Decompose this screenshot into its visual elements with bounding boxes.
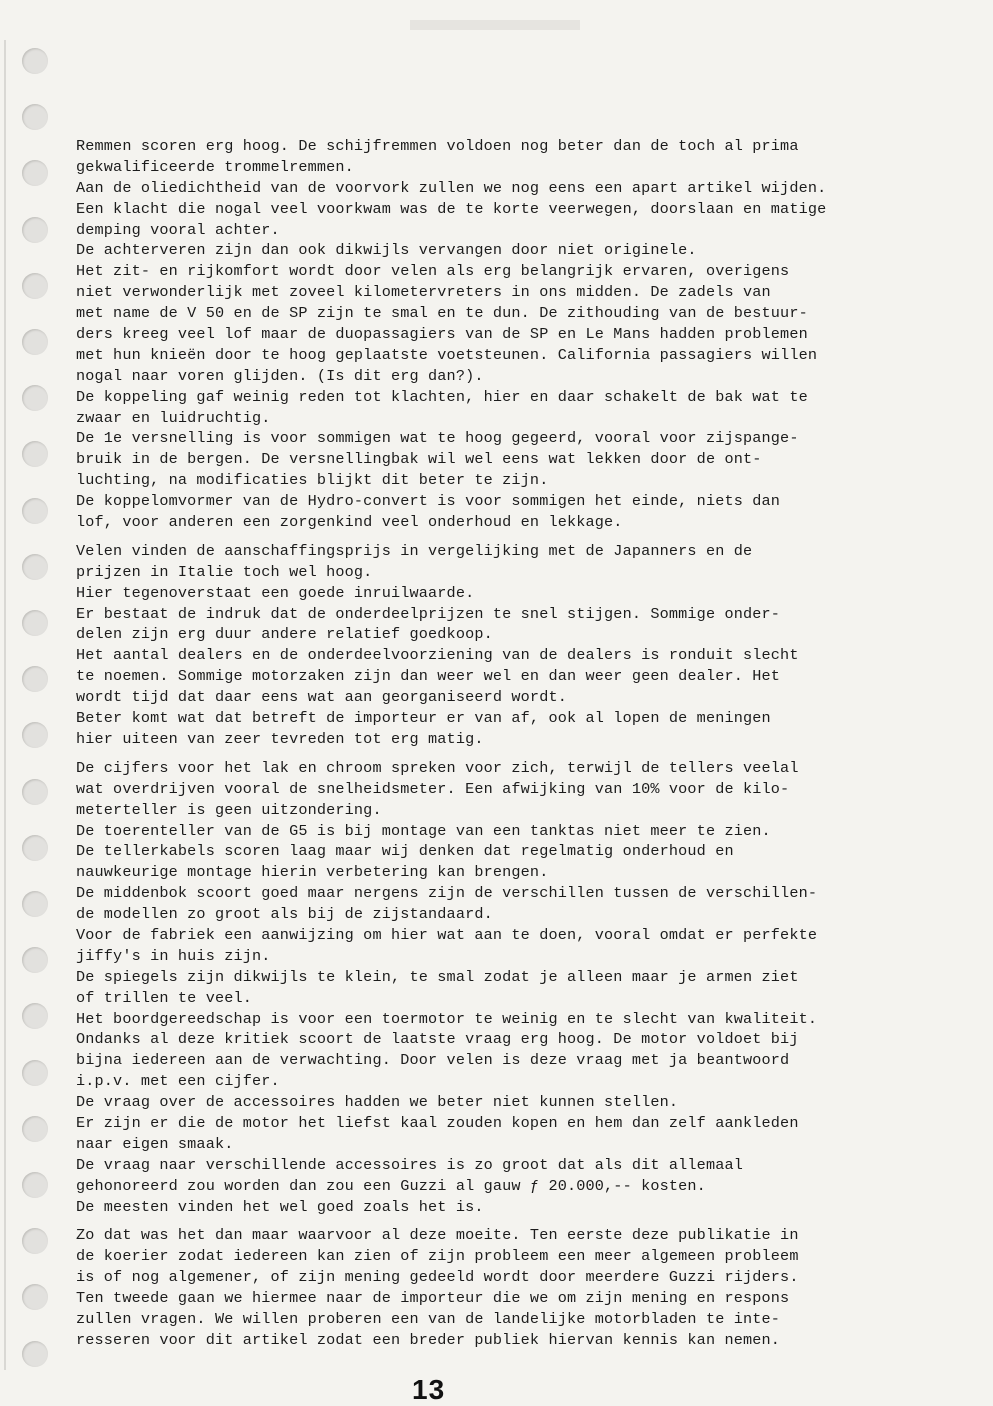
text-line: meterteller is geen uitzondering. — [76, 800, 382, 819]
binder-hole — [22, 273, 48, 299]
text-line: Het aantal dealers en de onderdeelvoorziening van de dealers is ronduit slecht — [76, 646, 799, 665]
binder-hole — [22, 441, 48, 467]
text-line: De middenbok scoort goed maar nergens zijn de verschillen tussen de verschillen- — [76, 884, 818, 903]
text-line: De vraag naar verschillende accessoires is zo groot dat als dit allemaal — [76, 1155, 744, 1174]
text-line: de modellen zo groot als bij de zijstandaard. — [76, 905, 493, 924]
text-line: resseren voor dit artikel zodat een breder publiek hiervan kennis kan nemen. — [76, 1330, 781, 1349]
binder-hole — [22, 835, 48, 861]
paragraph — [76, 1225, 976, 1350]
text-line: naar eigen smaak. — [76, 1134, 234, 1153]
text-line: Ten tweede gaan we hiermee naar de importeur die we om zijn mening en respons — [76, 1289, 790, 1308]
text-line: Hier tegenoverstaat een goede inruilwaarde. — [76, 583, 475, 602]
binder-hole — [22, 217, 48, 243]
text-line: wordt tijd dat daar eens wat aan georganiseerd wordt. — [76, 688, 567, 707]
text-line: zullen vragen. We willen proberen een van de landelijke motorbladen te inte- — [76, 1309, 781, 1328]
binder-hole — [22, 779, 48, 805]
text-line: luchting, na modificaties blijkt dit beter te zijn. — [76, 471, 549, 490]
text-line: is of nog algemener, of zijn mening gedeeld wordt door meerdere Guzzi rijders. — [76, 1268, 799, 1287]
text-line: i.p.v. met een cijfer. — [76, 1072, 280, 1091]
text-line: Het zit- en rijkomfort wordt door velen als erg belangrijk ervaren, overigens — [76, 262, 790, 281]
binder-hole — [22, 385, 48, 411]
binder-hole — [22, 891, 48, 917]
binder-hole — [22, 947, 48, 973]
text-line: Ondanks al deze kritiek scoort de laatste vraag erg hoog. De motor voldoet bij — [76, 1030, 799, 1049]
binder-hole — [22, 666, 48, 692]
binder-hole — [22, 48, 48, 74]
text-line: De achterveren zijn dan ook dikwijls vervangen door niet originele. — [76, 241, 697, 260]
text-line: bijna iedereen aan de verwachting. Door velen is deze vraag met ja beantwoord — [76, 1051, 790, 1070]
text-line: Aan de oliedichtheid van de voorvork zullen we nog eens een apart artikel wijden. — [76, 178, 827, 197]
text-line: nogal naar voren glijden. (Is dit erg dan?). — [76, 366, 484, 385]
text-line: delen zijn erg duur andere relatief goedkoop. — [76, 625, 493, 644]
text-line: hier uiteen van zeer tevreden tot erg matig. — [76, 729, 484, 748]
binder-hole — [22, 610, 48, 636]
text-line: te noemen. Sommige motorzaken zijn dan weer wel en dan weer geen dealer. Het — [76, 667, 781, 686]
text-line: Er zijn er die de motor het liefst kaal zouden kopen en hem dan zelf aankleden — [76, 1113, 799, 1132]
bleed-through-header — [410, 20, 580, 30]
text-line: de koerier zodat iedereen kan zien of zijn probleem een meer algemeen probleem — [76, 1247, 799, 1266]
text-line: De spiegels zijn dikwijls te klein, te smal zodat je alleen maar je armen ziet — [76, 967, 799, 986]
text-line: niet verwonderlijk met zoveel kilometervreters in ons midden. De zadels van — [76, 283, 771, 302]
binder-hole — [22, 1284, 48, 1310]
text-line: lof, voor anderen een zorgenkind veel onderhoud en lekkage. — [76, 513, 623, 532]
binder-hole — [22, 1116, 48, 1142]
text-line: nauwkeurige montage hierin verbetering kan brengen. — [76, 863, 549, 882]
text-line: gehonoreerd zou worden dan zou een Guzzi al gauw ƒ 20.000,-- kosten. — [76, 1176, 706, 1195]
page-number: 13 — [412, 1374, 446, 1405]
text-line: De koppelomvormer van de Hydro-convert is voor sommigen het einde, niets dan — [76, 492, 781, 511]
text-line: De koppeling gaf weinig reden tot klachten, hier en daar schakelt de bak wat te — [76, 387, 808, 406]
binder-hole — [22, 722, 48, 748]
binder-hole — [22, 554, 48, 580]
binder-hole — [22, 1060, 48, 1086]
binder-holes — [14, 0, 54, 1406]
text-line: Remmen scoren erg hoog. De schijfremmen voldoen nog beter dan de toch al prima — [76, 137, 799, 155]
text-line: De cijfers voor het lak en chroom spreken voor zich, terwijl de tellers veelal — [76, 758, 799, 777]
text-line: demping vooral achter. — [76, 220, 280, 239]
text-line: Voor de fabriek een aanwijzing om hier wat aan te doen, vooral omdat er perfekte — [76, 925, 818, 944]
binder-hole — [22, 1003, 48, 1029]
text-line: De 1e versnelling is voor sommigen wat te hoog gegeerd, vooral voor zijspange- — [76, 429, 799, 448]
binder-hole — [22, 1341, 48, 1367]
text-line: Het boordgereedschap is voor een toermotor te weinig en te slecht van kwaliteit. — [76, 1009, 818, 1028]
text-line: De meesten vinden het wel goed zoals het is. — [76, 1197, 484, 1216]
binder-hole — [22, 329, 48, 355]
paragraph — [76, 136, 976, 533]
text-line: gekwalificeerde trommelremmen. — [76, 157, 354, 176]
binder-hole — [22, 1228, 48, 1254]
text-line: jiffy's in huis zijn. — [76, 946, 271, 965]
text-line: ders kreeg veel lof maar de duopassagiers van de SP en Le Mans hadden problemen — [76, 325, 808, 344]
text-line: prijzen in Italie toch wel hoog. — [76, 562, 373, 581]
paragraph-gap — [76, 750, 976, 758]
text-line: Beter komt wat dat betreft de importeur er van af, ook al lopen de meningen — [76, 709, 771, 728]
binder-hole — [22, 498, 48, 524]
paragraph-gap — [76, 1217, 976, 1225]
text-line: bruik in de bergen. De versnellingbak wil wel eens wat lekken door de ont- — [76, 450, 762, 469]
article-text — [76, 136, 976, 1351]
text-line: met hun knieën door te hoog geplaatste voetsteunen. California passagiers willen — [76, 345, 818, 364]
page-edge — [4, 40, 6, 1370]
text-line: Velen vinden de aanschaffingsprijs in vergelijking met de Japanners en de — [76, 541, 753, 560]
text-line: Er bestaat de indruk dat de onderdeelprijzen te snel stijgen. Sommige onder- — [76, 604, 781, 623]
paragraph — [76, 541, 976, 750]
text-line: De tellerkabels scoren laag maar wij denken dat regelmatig onderhoud en — [76, 842, 734, 861]
binder-hole — [22, 104, 48, 130]
text-line: of trillen te veel. — [76, 988, 253, 1007]
paragraph-gap — [76, 533, 976, 541]
text-line: De toerenteller van de G5 is bij montage van een tanktas niet meer te zien. — [76, 821, 771, 840]
text-line: zwaar en luidruchtig. — [76, 408, 271, 427]
text-line: wat overdrijven vooral de snelheidsmeter. Een afwijking van 10% voor de kilo- — [76, 779, 790, 798]
text-line: De vraag over de accessoires hadden we beter niet kunnen stellen. — [76, 1093, 679, 1112]
text-line: Zo dat was het dan maar waarvoor al deze moeite. Ten eerste deze publikatie in — [76, 1226, 799, 1245]
binder-hole — [22, 1172, 48, 1198]
text-line: met name de V 50 en de SP zijn te smal en te dun. De zithouding van de bestuur- — [76, 304, 808, 323]
paragraph — [76, 758, 976, 1218]
binder-hole — [22, 160, 48, 186]
text-line: Een klacht die nogal veel voorkwam was de te korte veerwegen, doorslaan en matige — [76, 199, 827, 218]
